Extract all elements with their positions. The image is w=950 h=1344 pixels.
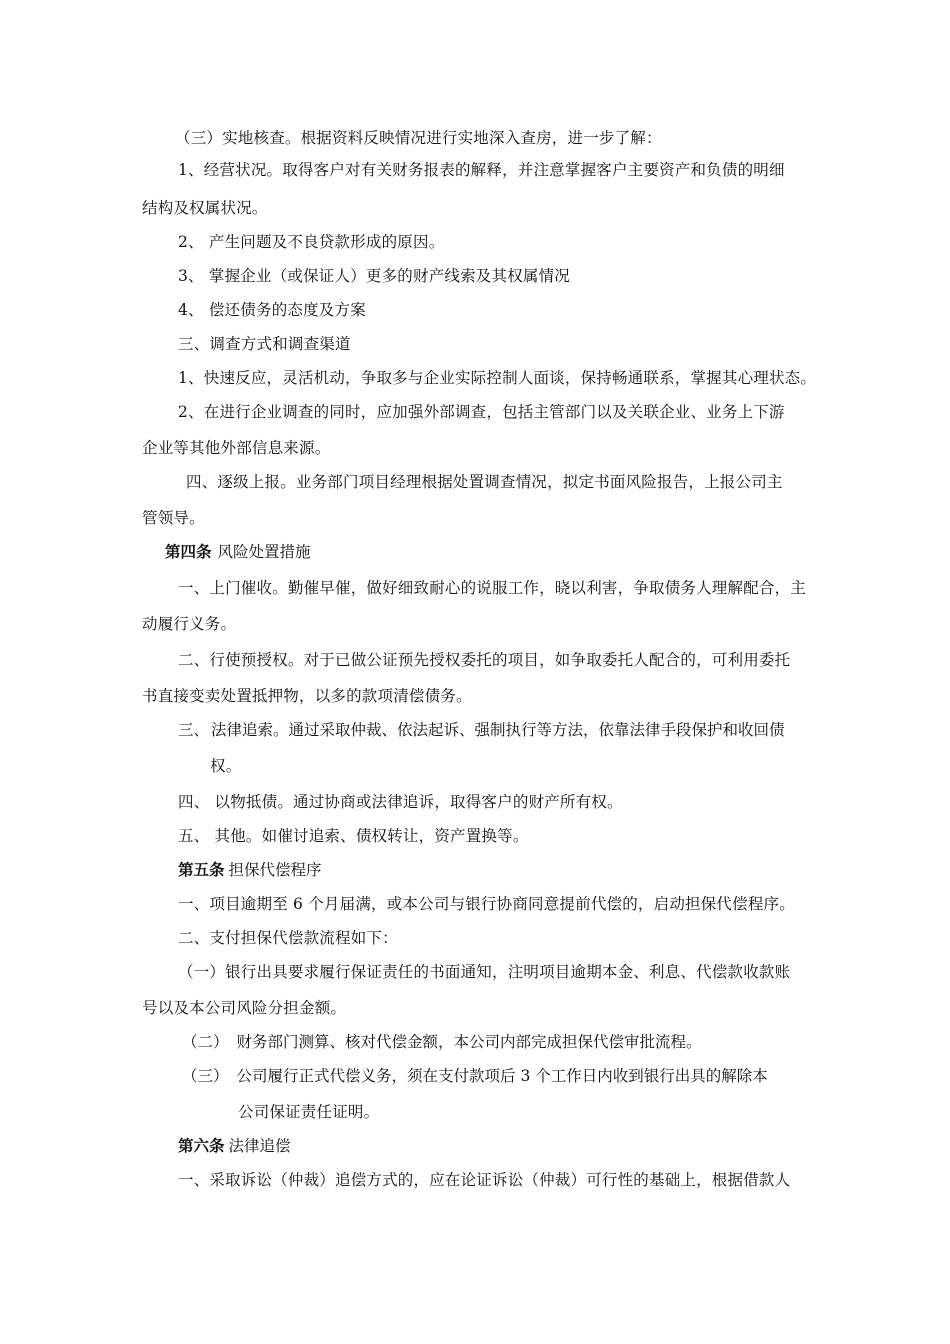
paragraph-2: 2、 产生问题及不良贷款形成的原因。 (178, 233, 445, 251)
measure-3-line-1 (178, 720, 785, 740)
method-2-line-2: 企业等其他外部信息来源。 (142, 439, 331, 457)
compensation-2: 二、支付担保代偿款流程如下： (178, 929, 398, 947)
paragraph-1-line-1: 1、经营状况。取得客户对有关财务报表的解释，并注意掌握客户主要资产和负债的明细 (178, 161, 785, 179)
compensation-2-1-line-2: 号以及本公司风险分担金额。 (142, 999, 347, 1017)
paragraph-1-line-2: 结构及权属状况。 (142, 199, 268, 217)
compensation-1: 一、项目逾期至 6 个月届满，或本公司与银行协商同意提前代偿的，启动担保代偿程序。 (178, 895, 795, 913)
heading-report-line-2: 管领导。 (142, 509, 205, 527)
heading-investigation-methods: 三、调查方式和调查渠道 (178, 335, 351, 353)
measure-1-line-2: 动履行义务。 (142, 615, 237, 633)
article-4-title: 风险处置措施 (217, 543, 311, 561)
compensation-2-2 (182, 1032, 702, 1052)
measure-5: 五、 其他。如催讨追索、债权转让，资产置换等。 (178, 827, 529, 845)
article-4-heading (165, 542, 311, 562)
compensation-2-3-text: 公司履行正式代偿义务，须在支付款项后 3 个工作日内收到银行出具的解除本 (236, 1067, 768, 1085)
measure-3-number: 三、 (178, 721, 210, 739)
compensation-2-1-line-1: （一）银行出具要求履行保证责任的书面通知，注明项目逾期本金、利息、代偿款收款账 (178, 963, 791, 981)
compensation-2-2-text: 财务部门测算、核对代偿金额，本公司内部完成担保代偿审批流程。 (236, 1033, 702, 1051)
article-6-heading (178, 1136, 291, 1156)
paragraph-3: 3、 掌握企业（或保证人）更多的财产线索及其权属情况 (178, 267, 570, 285)
compensation-2-3-line-2: 公司保证责任证明。 (238, 1103, 380, 1121)
method-1: 1、快速反应，灵活机动，争取多与企业实际控制人面谈，保持畅通联系，掌握其心理状态。 (178, 369, 817, 387)
heading-report-line-1: 四、逐级上报。业务部门项目经理根据处置调查情况，拟定书面风险报告，上报公司主 (186, 473, 783, 491)
article-4-number: 第四条 (165, 542, 212, 561)
paragraph-4: 4、 偿还债务的态度及方案 (178, 301, 366, 319)
method-2-line-1: 2、在进行企业调查的同时，应加强外部调查，包括主管部门以及关联企业、业务上下游 (178, 403, 785, 421)
measure-2-line-2: 书直接变卖处置抵押物，以多的款项清偿债务。 (142, 687, 472, 705)
article-5-heading (178, 860, 322, 880)
measure-2-line-1: 二、行使预授权。对于已做公证预先授权委托的项目，如争取委托人配合的，可利用委托 (178, 651, 791, 669)
measure-3-line-2: 权。 (210, 757, 242, 775)
article-5-number: 第五条 (178, 860, 225, 879)
article-6-number: 第六条 (178, 1136, 225, 1155)
compensation-2-3-line-1 (182, 1066, 768, 1086)
measure-1-line-1: 一、上门催收。勤催早催，做好细致耐心的说服工作，晓以利害，争取债务人理解配合，主 (178, 579, 807, 597)
measure-3-text: 法律追索。通过采取仲裁、依法起诉、强制执行等方法，依靠法律手段保护和收回债 (211, 721, 785, 739)
article-5-title: 担保代偿程序 (228, 861, 322, 879)
measure-4: 四、 以物抵债。通过协商或法律追诉，取得客户的财产所有权。 (178, 793, 623, 811)
compensation-2-2-number: （二） (182, 1033, 229, 1051)
section-3-title: （三）实地核查。根据资料反映情况进行实地深入查房，进一步了解： (175, 129, 662, 147)
article-6-title: 法律追偿 (228, 1137, 291, 1155)
legal-recourse-1: 一、采取诉讼（仲裁）追偿方式的，应在论证诉讼（仲裁）可行性的基础上，根据借款人 (178, 1171, 791, 1189)
compensation-2-3-number: （三） (182, 1067, 229, 1085)
